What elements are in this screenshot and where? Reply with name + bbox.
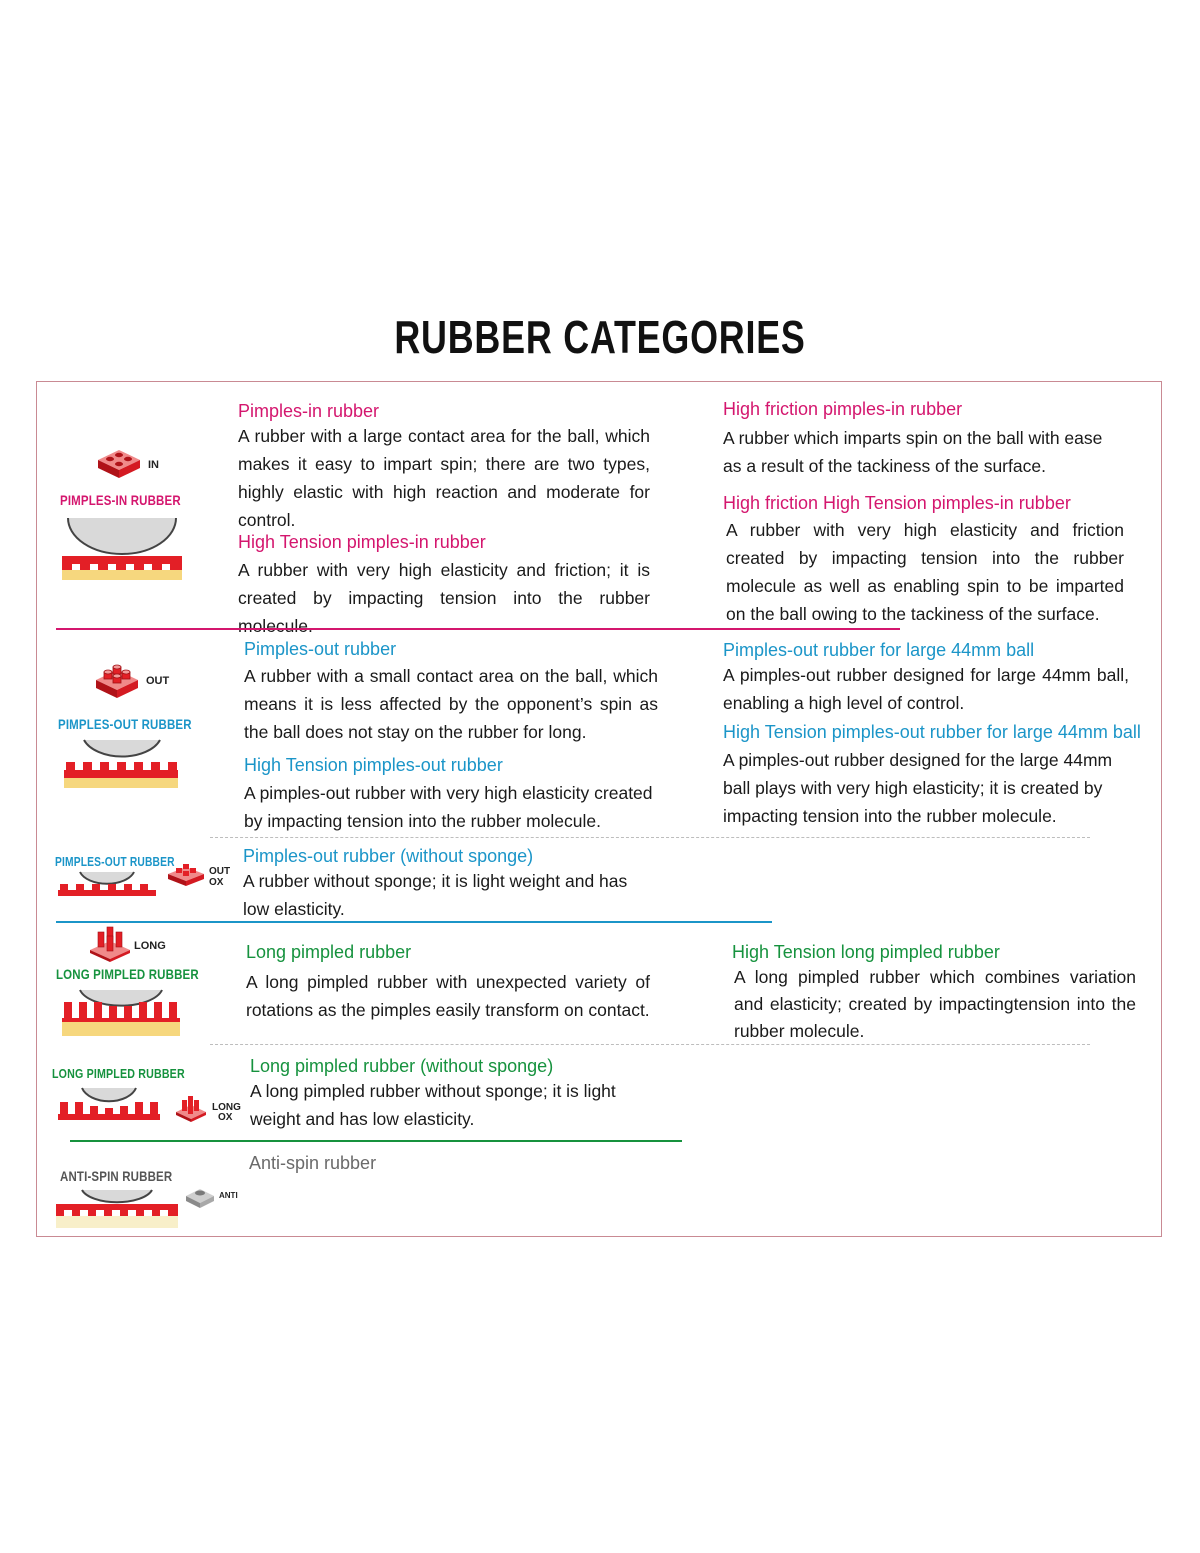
anti-spin-diagram-icon [56,1190,178,1228]
ht-long-pimpled-heading: High Tension long pimpled rubber [732,942,1000,962]
pimples-out-heading: Pimples-out rubber [244,639,397,659]
ht-pimples-out-44-heading: High Tension pimples-out rubber for large 44mm ball [723,722,1141,742]
ht-pimples-out-heading: High Tension pimples-out rubber [244,755,503,775]
ht-pimples-out-44-text: A pimples-out rubber designed for the large 44mm ball plays with very high elasticity; it is created by impacting tension into the rubber molecule. [723,750,1113,826]
pimples-in-diagram-icon [62,518,182,580]
long-pimpled-heading: Long pimpled rubber [246,942,412,962]
long-pimpled-category-label: LONG PIMPLED RUBBER [56,966,199,982]
pimples-out-ox-text: A rubber without sponge; it is light weight and has low elasticity. [243,871,628,919]
hf-pimples-in-heading: High friction pimples-in rubber [723,399,963,419]
pimples-out-44-text: A pimples-out rubber designed for large 44mm ball, enabling a high level of control. [723,665,1129,713]
long-pimpled-ox-tag-1: LONG [212,1102,241,1113]
anti-spin-block-icon [184,1182,216,1208]
long-pimpled-ox-heading: Long pimpled rubber (without sponge) [250,1056,554,1076]
ht-pimples-in-text: A rubber with very high elasticity and friction; it is created by impacting tension into the rubber molecule. [238,560,650,636]
pimples-out-tag: OUT [146,675,170,687]
pimples-in-divider [56,628,900,630]
pimples-out-ox-diagram-icon [58,872,156,896]
long-pimpled-ox-diagram-icon [58,1088,160,1120]
anti-spin-category-label: ANTI-SPIN RUBBER [60,1168,173,1184]
pimples-out-44-heading: Pimples-out rubber for large 44mm ball [723,640,1035,660]
pimples-out-ox-tag-2: OX [209,877,224,888]
pimples-in-heading: Pimples-in rubber [238,401,380,421]
pimples-out-category-label: PIMPLES-OUT RUBBER [58,716,192,732]
long-pimpled-text: A long pimpled rubber with unexpected variety of rotations as the pimples easily transform on contact. [246,972,650,1020]
long-pimpled-divider [70,1140,682,1142]
pimples-in-category-label: PIMPLES-IN RUBBER [60,492,181,508]
pimples-out-diagram-icon [64,740,178,788]
long-pimpled-ox-category-label: LONG PIMPLED RUBBER [52,1066,185,1081]
pimples-out-text: A rubber with a small contact area on the ball, which means it is less affected by the opponent’s spin as the ball does not stay on the rubber for long. [244,666,658,742]
long-pimpled-block-icon [88,926,132,962]
hf-ht-pimples-in-text: A rubber with very high elasticity and friction created by impacting tension into the rubber molecule as well as enabling spin to be imparted on the ball owing to the tackiness of the surface. [726,520,1124,624]
pimples-in-block-icon [94,442,144,478]
anti-spin-heading: Anti-spin rubber [249,1153,377,1173]
ht-pimples-in-heading: High Tension pimples-in rubber [238,532,486,552]
long-pimpled-ox-block-icon [174,1094,208,1122]
hf-ht-pimples-in-heading: High friction High Tension pimples-in rubber [723,493,1071,513]
long-pimpled-ox-tag-2: OX [218,1112,233,1123]
pimples-out-block-icon [92,660,142,698]
pimples-in-text: A rubber with a large contact area for the ball, which makes it easy to impart spin; there are two types, highly elastic with high reaction and moderate for control. [238,426,650,530]
long-pimpled-tag: LONG [134,940,166,952]
pimples-out-ox-heading: Pimples-out rubber (without sponge) [243,846,534,866]
page-title: RUBBER CATEGORIES [394,311,806,363]
pimples-out-dashed-divider [210,837,1090,838]
anti-spin-tag: ANTI [219,1191,238,1200]
pimples-out-ox-category-label: PIMPLES-OUT RUBBER [55,855,175,869]
long-pimpled-dashed-divider [210,1044,1090,1045]
long-pimpled-diagram-icon [62,990,180,1036]
ht-long-pimpled-text: A long pimpled rubber which combines variation and elasticity; created by impactingtension into the rubber molecule. [734,967,1136,1041]
pimples-out-ox-tag-1: OUT [209,866,231,877]
ht-pimples-out-text: A pimples-out rubber with very high elasticity created by impacting tension into the rubber molecule. [244,783,653,831]
pimples-out-ox-block-icon [166,862,206,886]
hf-pimples-in-text: A rubber which imparts spin on the ball with ease as a result of the tackiness of the surface. [723,428,1103,476]
long-pimpled-ox-text: A long pimpled rubber without sponge; it is light weight and has low elasticity. [250,1081,616,1129]
pimples-out-divider [56,921,772,923]
pimples-in-tag: IN [148,459,159,471]
